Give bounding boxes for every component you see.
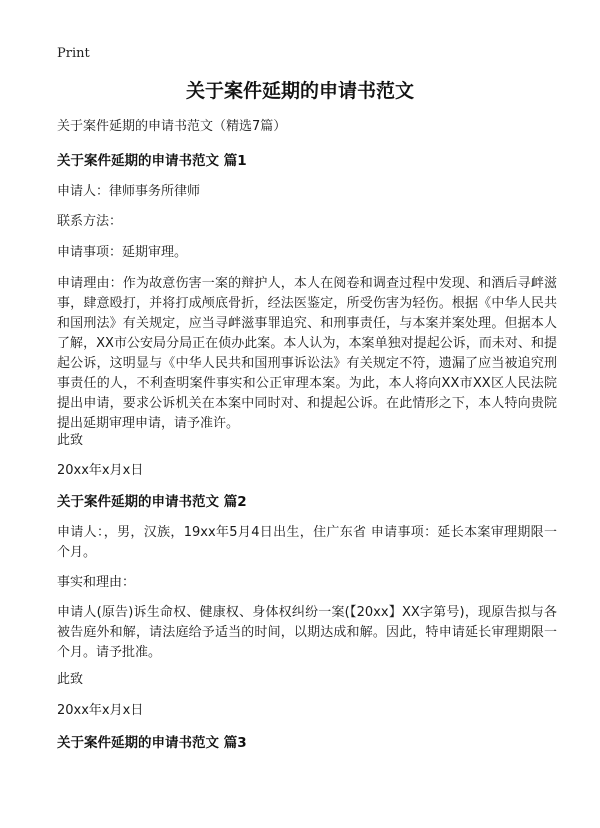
print-label: Print xyxy=(57,46,90,61)
section-heading-3: 关于案件延期的申请书范文 篇3 xyxy=(57,735,247,751)
reason-paragraph-1: 申请理由：作为故意伤害一案的辩护人，本人在阅卷和调查过程中发现、和酒后寻衅滋事，肆意殴打，并将打成颅底骨折，经法医鉴定，所受伤害为轻伤。根据《中华人民共和国刑法》有关规定，应当寻衅滋事罪追究、和刑事责任，与本案并案处理。但据本人了解，XX市公安局分局正在侦办此案。本人认为，本案单独对提起公诉，而未对、和提起公诉，这明显与《中华人民共和国刑事诉讼法》有关规定不符，遗漏了应当被追究刑事责任的人，不利查明案件事实和公正审理本案。为此，本人将向XX市XX区人民法院提出申请，要求公诉机关在本案中同时对、和提起公诉。在此情形之下，本人特向贵院提出延期审理申请，请予准许。 xyxy=(57,276,557,431)
closing-line-2: 此致 xyxy=(57,672,84,687)
document-subtitle: 关于案件延期的申请书范文（精选7篇） xyxy=(57,119,287,134)
closing-line-1: 此致 xyxy=(57,433,84,448)
document-title: 关于案件延期的申请书范文 xyxy=(185,80,414,102)
applicant-line-1: 申请人：律师事务所律师 xyxy=(57,184,201,199)
contact-line-1: 联系方法： xyxy=(57,214,123,229)
section-heading-2: 关于案件延期的申请书范文 篇2 xyxy=(57,494,247,510)
date-line-1: 20xx年x月x日 xyxy=(57,463,144,478)
facts-paragraph-2: 申请人(原告)诉生命权、健康权、身体权纠纷一案(【20xx】XX字第号)，现原告拟与各被告庭外和解，请法庭给予适当的时间，以期达成和解。因此，特申请延长审理期限一个月。请予批准。 xyxy=(57,605,557,660)
section-heading-1: 关于案件延期的申请书范文 篇1 xyxy=(57,153,247,169)
matter-line-1: 申请事项：延期审理。 xyxy=(57,245,188,260)
date-line-2: 20xx年x月x日 xyxy=(57,703,144,718)
facts-label-2: 事实和理由： xyxy=(57,575,136,590)
applicant-line-2: 申请人：，男，汉族，19xx年5月4日出生，住广东省 申请事项：延长本案审理期限一个月。 xyxy=(57,525,557,560)
